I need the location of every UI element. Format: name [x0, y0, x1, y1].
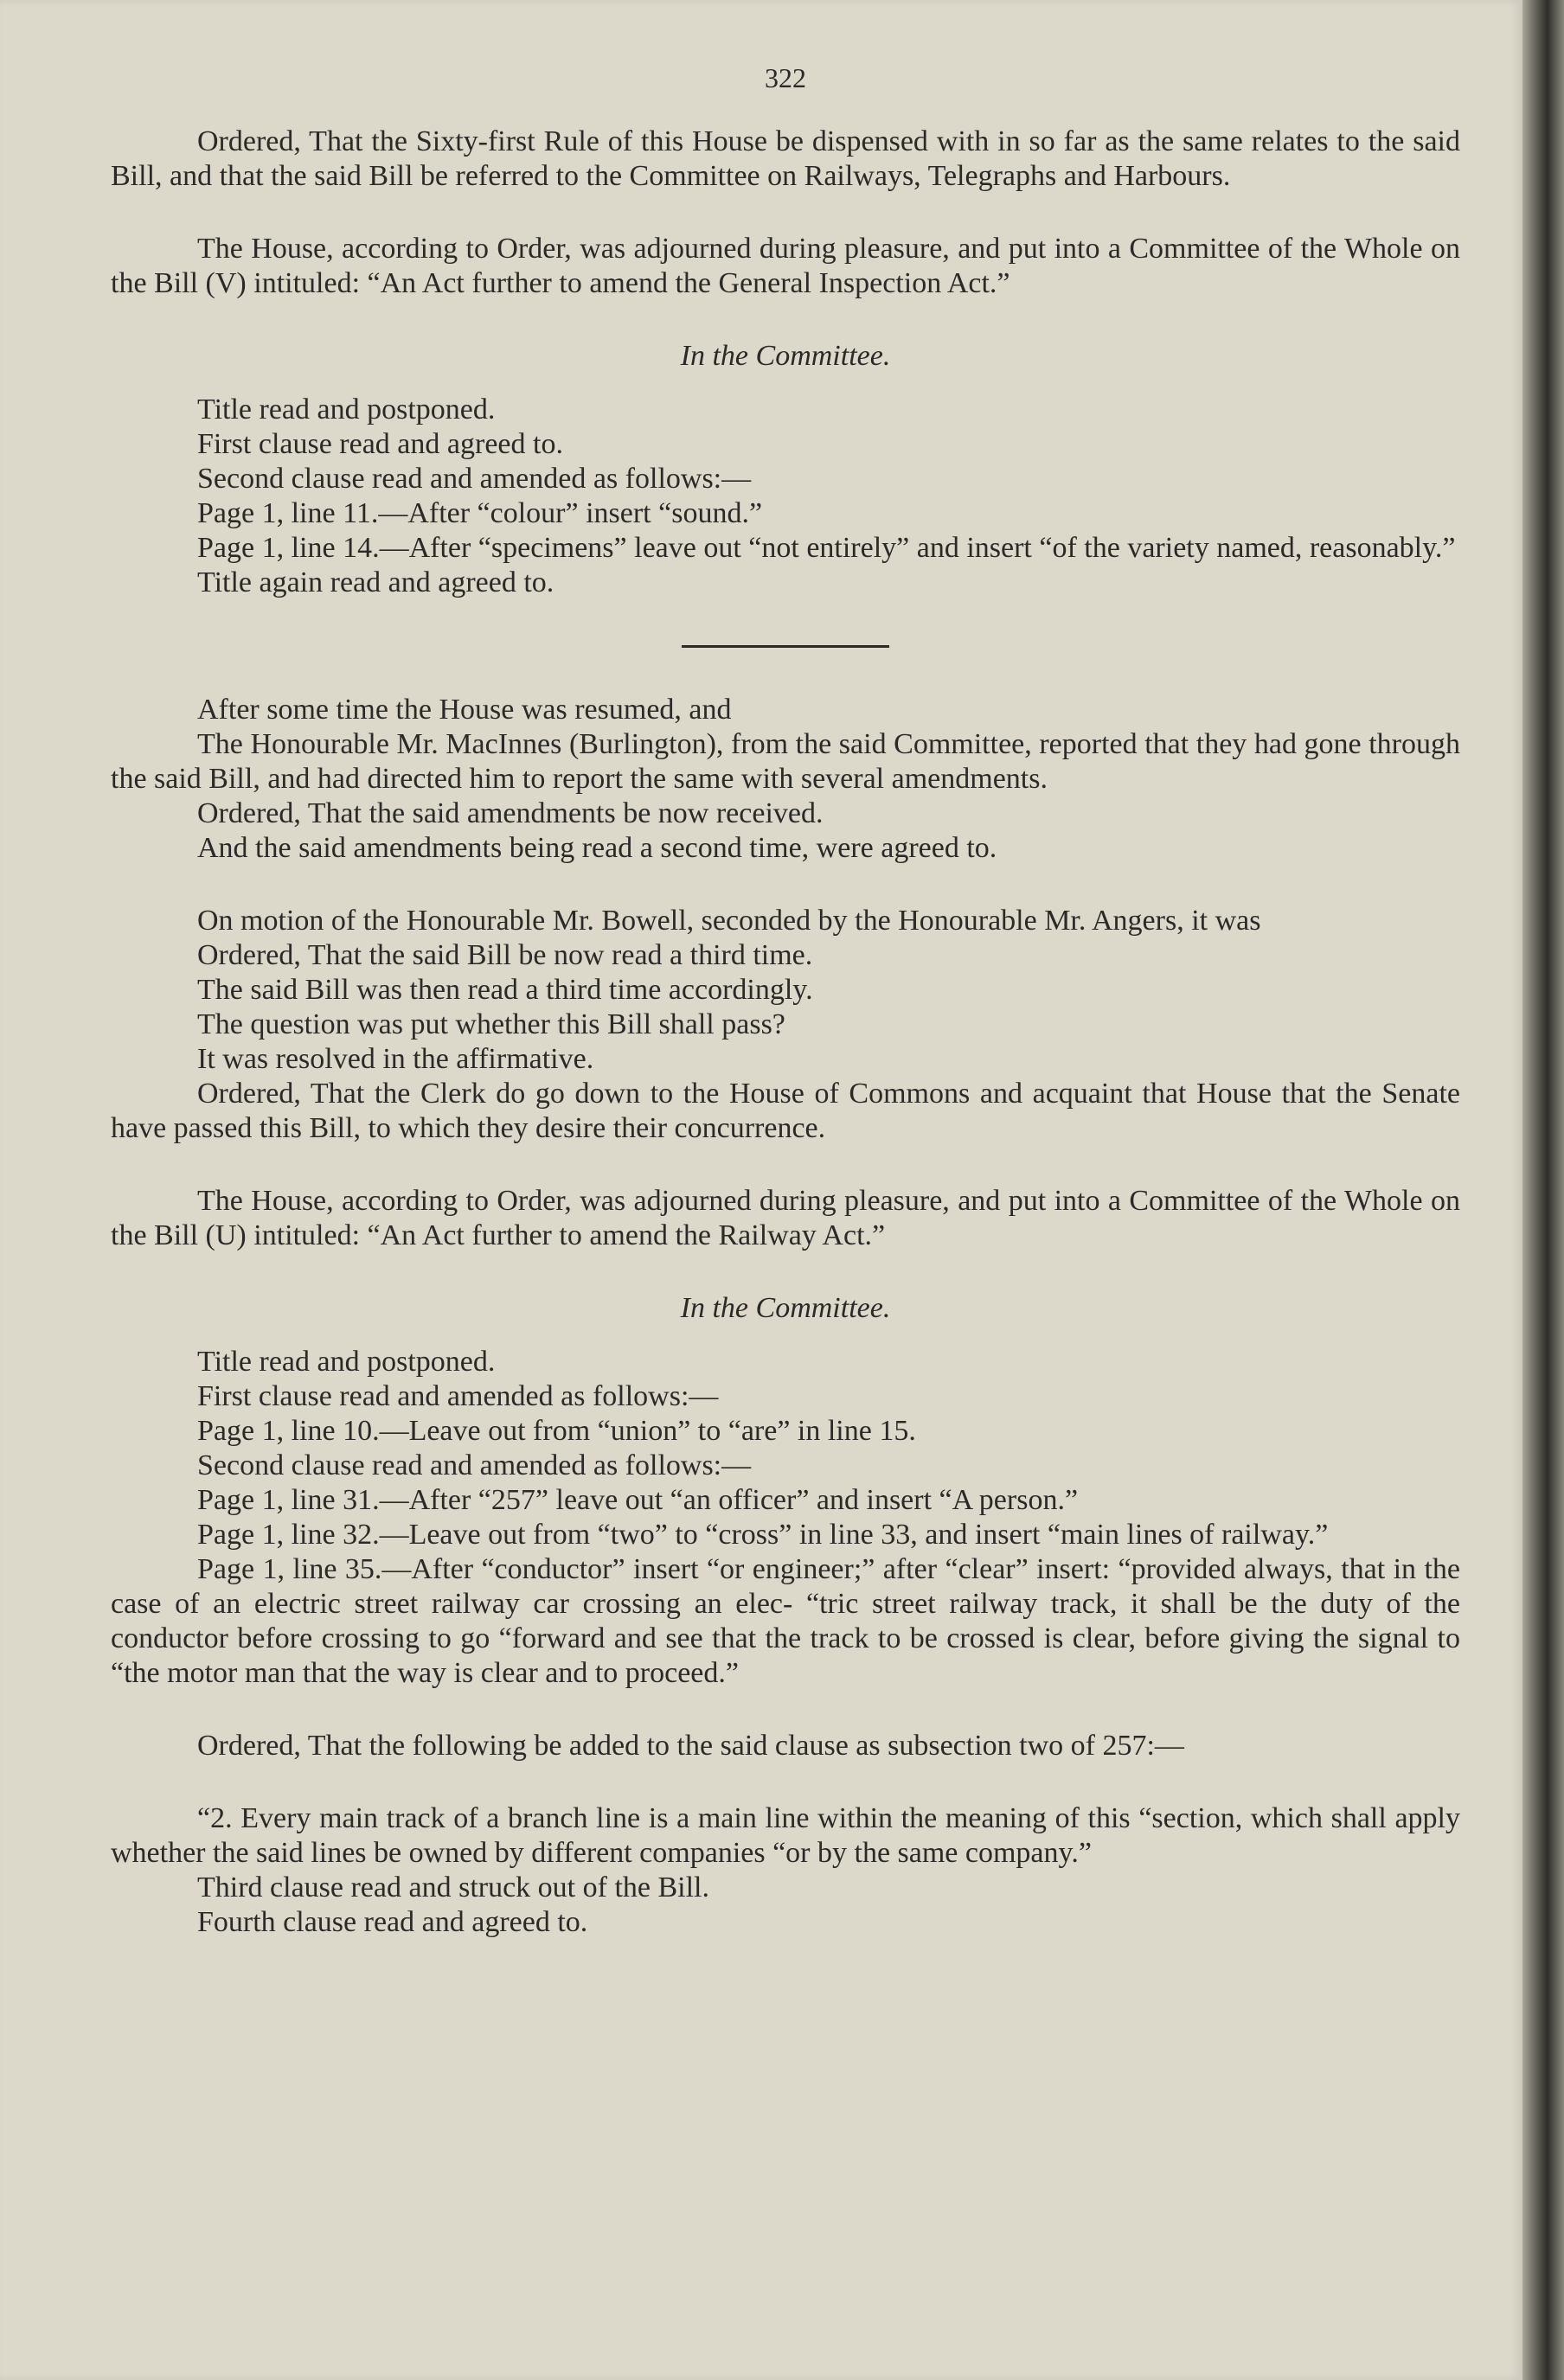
section-divider: [682, 645, 889, 648]
paragraph: Page 1, line 32.—Leave out from “two” to “cross” in line 33, and insert “main lines of railway.”: [197, 1519, 1329, 1551]
paragraph: Title read and postponed.: [197, 393, 496, 425]
paragraph: After some time the House was resumed, and: [197, 694, 732, 726]
paragraph: Fourth clause read and agreed to.: [197, 1906, 588, 1938]
paragraph: And the said amendments being read a second time, were agreed to.: [197, 832, 997, 864]
paragraph: The said Bill was then read a third time accordingly.: [197, 974, 813, 1006]
section-heading: In the Committee.: [680, 340, 891, 372]
paragraph: First clause read and amended as follows:—: [197, 1380, 719, 1412]
paragraph: Second clause read and amended as follows:—: [197, 463, 752, 495]
journal-text: [111, 125, 1460, 1940]
paragraph: Ordered, That the following be added to the said clause as subsection two of 257:—: [197, 1730, 1184, 1762]
paragraph: Page 1, line 31.—After “257” leave out “an officer” and insert “A person.”: [197, 1484, 1079, 1516]
paragraph: Ordered, That the Sixty-first Rule of this House be dispensed with in so far as the same relates to the said Bill, and that the said Bill be referred to the Committee on Railways, Telegraphs and Harbours.: [111, 125, 1460, 192]
paragraph: Ordered, That the said Bill be now read a third time.: [197, 939, 813, 971]
page-number: 322: [765, 62, 806, 93]
book-binding-edge: [1522, 0, 1564, 2380]
paragraph: The question was put whether this Bill shall pass?: [197, 1008, 785, 1040]
paragraph: Page 1, line 10.—Leave out from “union” to “are” in line 15.: [197, 1415, 916, 1447]
paragraph: Third clause read and struck out of the Bill.: [197, 1871, 709, 1903]
paragraph: Page 1, line 11.—After “colour” insert “sound.”: [197, 497, 763, 529]
paragraph: Title again read and agreed to.: [197, 566, 554, 598]
paragraph: Title read and postponed.: [197, 1346, 496, 1378]
paragraph: It was resolved in the affirmative.: [197, 1043, 594, 1075]
paragraph: Second clause read and amended as follows:—: [197, 1449, 752, 1481]
paragraph: Ordered, That the said amendments be now received.: [197, 797, 824, 829]
paragraph: First clause read and agreed to.: [197, 428, 563, 460]
paragraph: On motion of the Honourable Mr. Bowell, seconded by the Honourable Mr. Angers, it was: [197, 905, 1261, 937]
page-content: [111, 61, 1460, 1940]
paragraph: The House, according to Order, was adjourned during pleasure, and put into a Committee of the Whole on the Bill (U) intituled: “An Act further to amend the Railway Act.”: [111, 1185, 1460, 1251]
paragraph: Page 1, line 14.—After “specimens” leave out “not entirely” and insert “of the variety named, reasonably.”: [197, 532, 1456, 564]
paragraph: The House, according to Order, was adjourned during pleasure, and put into a Committee of the Whole on the Bill (V) intituled: “An Act further to amend the General Inspection Act.”: [111, 233, 1460, 299]
paragraph: “2. Every main track of a branch line is a main line within the meaning of this “section, which shall apply whether the said lines be owned by different companies “or by the same company.”: [111, 1802, 1460, 1869]
paragraph: The Honourable Mr. MacInnes (Burlington), from the said Committee, reported that they had gone through the said Bill, and had directed him to report the same with several amendments.: [111, 728, 1460, 795]
section-heading: In the Committee.: [680, 1292, 891, 1324]
paragraph: Ordered, That the Clerk do go down to the House of Commons and acquaint that House that the Senate have passed this Bill, to which they desire their concurrence.: [111, 1078, 1460, 1144]
paragraph: Page 1, line 35.—After “conductor” insert “or engineer;” after “clear” insert: “provided always, that in the case of an electric street railway car crossing an elec- “tric street railway track, it shall be the duty of the conductor before crossing to go “forward and see that the track to be crossed is clear, before giving the signal to “the motor man that the way is clear and to proceed.”: [111, 1553, 1460, 1689]
